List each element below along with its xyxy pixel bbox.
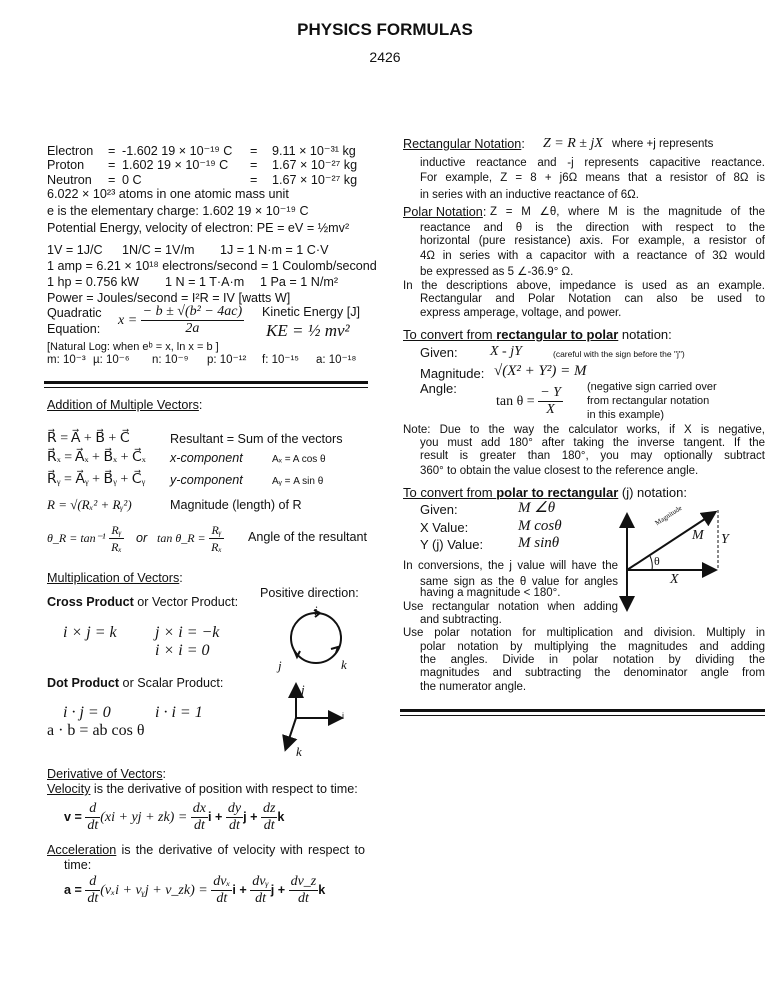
power-line: Power = Joules/second = I²R = IV [watts W] [47, 291, 291, 305]
derivative-heading-text: Derivative of Vectors [47, 767, 163, 781]
rect-formula: Z = R ± jX [543, 136, 603, 151]
cross-formula: i × i = 0 [155, 642, 210, 659]
polar-use-note: the numerator angle. [420, 681, 527, 693]
polar-text: horizontal (pure resistance) axis. For example, a resistor of [420, 235, 765, 247]
magnitude-value: √(X² + Y²) = M [494, 363, 587, 379]
denominator: dt [216, 891, 228, 907]
denominator: dt [193, 818, 205, 834]
diagram-y-label: Y [721, 532, 729, 547]
acceleration-line [47, 843, 365, 858]
acceleration-formula [64, 871, 325, 910]
equals: = [108, 158, 116, 172]
frac [85, 874, 100, 907]
denominator: dt [229, 818, 240, 834]
page-title: PHYSICS FORMULAS [297, 20, 473, 39]
diagram-m-label: M [692, 528, 704, 543]
positive-direction-label: Positive direction: [260, 586, 359, 600]
velocity-word: Velocity [47, 782, 91, 796]
coordinate-axes-icon [286, 686, 340, 748]
frac [211, 874, 232, 907]
frac [191, 801, 208, 834]
magnitude-label: Magnitude: [420, 366, 485, 381]
given-note: (careful with the sign before the "j") [553, 349, 685, 359]
derivative-heading: Derivative of Vectors: [47, 767, 166, 781]
cross-formula: j × i = −k [155, 624, 220, 641]
calculator-note: you must add 180° after taking the inverse tangent. If the [420, 437, 765, 449]
rect-to-polar-heading [403, 327, 672, 342]
vector-formula: R⃗ = A⃗ + B⃗ + C⃗ [47, 431, 130, 446]
numerator: − Y [540, 385, 561, 401]
diagram-theta-label: θ [654, 554, 660, 568]
polar-label-text: Polar Notation [403, 205, 483, 219]
rect-label-text: Rectangular Notation [403, 137, 522, 151]
multiplication-heading: Multiplication of Vectors: [47, 571, 183, 585]
polar-text: reactance and θ is the direction with respect to the [420, 222, 765, 234]
equals: = [108, 173, 116, 187]
particle-mass: 9.11 × 10⁻³¹ kg [272, 144, 356, 158]
heading-pre: To convert from [403, 485, 497, 500]
dot-product-bold: Dot Product [47, 676, 120, 690]
prefix-micro: µ: 10⁻⁶ [93, 354, 130, 366]
addition-heading: Addition of Multiple Vectors: [47, 398, 203, 412]
polar-notation-label: Polar Notation: [403, 205, 487, 219]
polar-to-rect-heading [403, 485, 687, 500]
addition-heading-text: Addition of Multiple Vectors [47, 398, 199, 412]
particle-name: Neutron [47, 173, 92, 187]
circle-label-k: k [341, 657, 347, 672]
denominator: Rₓ [111, 540, 122, 555]
equals: = [250, 158, 258, 172]
angle-note-3: in this example) [587, 409, 665, 421]
denominator: dt [297, 891, 309, 907]
vector-desc: y-component [170, 473, 243, 487]
heading-bold: rectangular to polar [496, 327, 619, 342]
calculator-note: Note: Due to the way the calculator works, if X is negative, [403, 424, 765, 436]
p2r-value: M cosθ [518, 518, 562, 534]
p2r-value: M sinθ [518, 535, 560, 551]
conversion-note: same sign as the θ value for angles [420, 576, 618, 588]
polar-text: be expressed as 5 ∠-36.9° Ω. [420, 266, 574, 278]
circle-label-j: j [278, 658, 282, 673]
page-number: 2426 [369, 49, 401, 65]
tan-theta-formula [496, 382, 563, 421]
conversion-note: In conversions, the j value will have the [403, 560, 618, 572]
dot-formula-ab: a · b = ab cos θ [47, 722, 145, 739]
acceleration-rest: is the derivative of velocity with respect to [116, 843, 365, 857]
axis-label-j: j [301, 682, 305, 697]
heading-post: (j) notation: [618, 485, 687, 500]
unit-volt: 1V = 1J/C [47, 243, 103, 257]
frac [85, 801, 100, 834]
v-lhs: v = [64, 810, 82, 824]
term: k [277, 810, 285, 824]
particle-charge: 0 C [122, 173, 142, 187]
numerator: dz [262, 801, 276, 817]
rect-notation-label: Rectangular Notation: [403, 137, 525, 151]
calculator-note: 360° to obtain the value closest to the reference angle. [420, 465, 699, 477]
rect-text: inductive reactance and -j represents capacitive reactance. [420, 157, 765, 169]
unit-hp: 1 hp = 0.756 kW [47, 275, 140, 289]
heading-bold: polar to rectangular [496, 485, 619, 500]
particle-charge: -1.602 19 × 10⁻¹⁹ C [122, 144, 233, 158]
polar-use-note: Use polar notation for multiplication and division. Multiply in [403, 627, 765, 639]
denominator: dt [87, 891, 99, 907]
natural-log-note: [Natural Log: when eᵇ = x, ln x = b ] [47, 341, 219, 353]
quadratic-lhs: x = [118, 312, 138, 328]
numerator: dv_z [290, 874, 317, 890]
unit-joule: 1J = 1 N·m = 1 C·V [220, 243, 329, 257]
angle-note-2: from rectangular notation [587, 395, 710, 407]
numerator: Rᵧ [209, 522, 224, 539]
unit-pascal: 1 Pa = 1 N/m² [260, 275, 339, 289]
diagram-magnitude-label: Magnitude [653, 503, 684, 528]
vector-formula: R⃗ᵧ = A⃗ᵧ + B⃗ᵧ + C⃗ᵧ [47, 472, 146, 487]
frac [226, 801, 243, 834]
a-lhs: a = [64, 883, 82, 897]
term: k [318, 883, 326, 897]
section-divider [400, 709, 765, 716]
prefix-pico: p: 10⁻¹² [207, 354, 247, 366]
particle-mass: 1.67 × 10⁻²⁷ kg [272, 173, 358, 187]
vector-formula: R⃗ₓ = A⃗ₓ + B⃗ₓ + C⃗ₓ [47, 450, 146, 465]
rect-text: in series with an inductive reactance of 6Ω. [420, 189, 639, 201]
acceleration-word: Acceleration [47, 843, 117, 857]
acceleration-line-2: time: [64, 858, 92, 872]
component-formula: Aᵧ = A sin θ [272, 476, 324, 487]
dot-product-rest: or Scalar Product: [119, 676, 224, 690]
given-value: X - jY [490, 344, 522, 359]
prefix-milli: m: 10⁻³ [47, 354, 86, 366]
impedance-note: In the descriptions above, impedance is used as an example. [403, 280, 765, 292]
denominator: 2a [185, 321, 200, 336]
numerator: dvₓ [213, 874, 231, 890]
tan-lhs: tan θ_R = [157, 531, 206, 545]
velocity-line [47, 782, 358, 797]
equals: = [108, 144, 116, 158]
conversion-note: Use rectangular notation when adding [403, 601, 618, 613]
numerator: dvᵧ [252, 874, 269, 890]
equals: = [250, 144, 258, 158]
axis-label-k: k [296, 744, 302, 759]
term: j + [270, 883, 286, 897]
particle-mass: 1.67 × 10⁻²⁷ kg [272, 158, 358, 172]
p2r-value: M ∠θ [518, 500, 556, 516]
frac [538, 385, 563, 418]
potential-energy-line: Potential Energy, velocity of electron: PE = eV = ½mv² [47, 221, 350, 235]
rect-text: For example, Z = 8 + j6Ω means that a resistor of 8Ω is [420, 172, 765, 184]
prefix-nano: n: 10⁻⁹ [152, 354, 189, 366]
polar-use-note: polar notation by multiplying the magnitudes and adding [420, 641, 765, 653]
heading-post: notation: [618, 327, 672, 342]
polar-rect-diagram [627, 510, 718, 608]
denominator: Rₓ [211, 540, 222, 555]
unit-field: 1N/C = 1V/m [122, 243, 195, 257]
velocity-formula [64, 798, 284, 837]
angle-lhs: θ_R = tan⁻¹ [47, 531, 106, 545]
kinetic-energy-formula: KE = ½ mv² [266, 321, 350, 340]
conversion-note: having a magnitude < 180°. [420, 587, 561, 599]
cross-product-bold: Cross Product [47, 595, 134, 609]
term: i + [208, 810, 223, 824]
calculator-note: result is greater than 180°, you may optionally subtract [420, 450, 765, 462]
numerator: d [85, 801, 100, 818]
angle-desc: Angle of the resultant [248, 530, 368, 544]
magnitude-formula: R = √(Rₓ² + Rᵧ²) [47, 497, 132, 512]
cross-formula: i × j = k [63, 624, 117, 641]
axis-label-i: i [342, 711, 344, 721]
equation-label: Equation: [47, 322, 101, 336]
multiplication-heading-text: Multiplication of Vectors [47, 571, 180, 585]
denominator: dt [255, 891, 266, 907]
rect-text: where +j represents [612, 138, 714, 150]
vector-desc: x-component [170, 451, 243, 465]
term: j + [243, 810, 258, 824]
numerator: d [85, 874, 100, 891]
quadratic-label: Quadratic [47, 306, 102, 320]
tan-lhs: tan θ = [496, 394, 535, 409]
prefix-femto: f: 10⁻¹⁵ [262, 354, 300, 366]
polar-use-note: magnitudes and subtracting the denominator angle from [420, 667, 765, 679]
v-mid: (xi + yj + zk) = [100, 810, 188, 825]
dot-formula: i · i = 1 [155, 704, 203, 721]
diagram-x-label: X [670, 572, 679, 587]
numerator: − b ± √(b² − 4ac) [142, 304, 243, 319]
conversion-note: and subtracting. [420, 614, 502, 626]
or-word: or [136, 531, 148, 545]
kinetic-energy-label: Kinetic Energy [J] [262, 305, 360, 319]
frac [250, 874, 270, 907]
unit-newton: 1 N = 1 T·A·m [165, 275, 245, 289]
polar-use-note: the angles. Divide in polar notation by dividing the [420, 654, 765, 666]
frac [261, 801, 277, 834]
unit-amp: 1 amp = 6.21 × 10¹⁸ electrons/second = 1 Coulomb/second [47, 259, 377, 273]
dot-formula: i · j = 0 [63, 704, 111, 721]
vector-desc: Resultant = Sum of the vectors [170, 432, 343, 446]
denominator: X [546, 402, 555, 418]
particle-name: Proton [47, 158, 85, 172]
numerator: Rᵧ [109, 522, 124, 539]
particle-charge: 1.602 19 × 10⁻¹⁹ C [122, 158, 229, 172]
angle-note-1: (negative sign carried over [587, 381, 717, 393]
denominator: dt [87, 818, 99, 834]
prefix-atto: a: 10⁻¹⁸ [316, 354, 357, 366]
p2r-label: X Value: [420, 520, 469, 535]
impedance-note: Rectangular and Polar Notation can also be used to [420, 293, 765, 305]
numerator: dy [227, 801, 242, 817]
cross-product-rest: or Vector Product: [133, 595, 239, 609]
frac [289, 874, 319, 907]
component-formula: Aₓ = A cos θ [272, 454, 326, 465]
equals: = [250, 173, 258, 187]
angle-label: Angle: [420, 381, 457, 396]
particle-name: Electron [47, 144, 94, 158]
p2r-label: Y (j) Value: [420, 537, 484, 552]
velocity-rest: is the derivative of position with respect to time: [90, 782, 358, 796]
term: i + [232, 883, 247, 897]
heading-pre: To convert from [403, 327, 497, 342]
numerator: dx [192, 801, 207, 817]
elementary-charge-line: e is the elementary charge: 1.602 19 × 10⁻¹⁹ C [47, 204, 309, 218]
circle-label-i: i [314, 603, 318, 618]
impedance-note: express amperage, voltage, and power. [420, 307, 622, 319]
p2r-label: Given: [420, 502, 458, 517]
denominator: dt [263, 818, 275, 834]
a-mid: (vₓi + vᵧj + v_zk) = [100, 883, 208, 898]
given-label: Given: [420, 345, 458, 360]
polar-text: Z = M ∠θ, where M is the magnitude of the [490, 206, 765, 218]
magnitude-desc: Magnitude (length) of R [170, 498, 302, 512]
polar-text: 4Ω in series with a capacitor with a reactance of 3Ω would [420, 250, 765, 262]
avogadro-line: 6.022 × 10²³ atoms in one atomic mass unit [47, 187, 289, 201]
